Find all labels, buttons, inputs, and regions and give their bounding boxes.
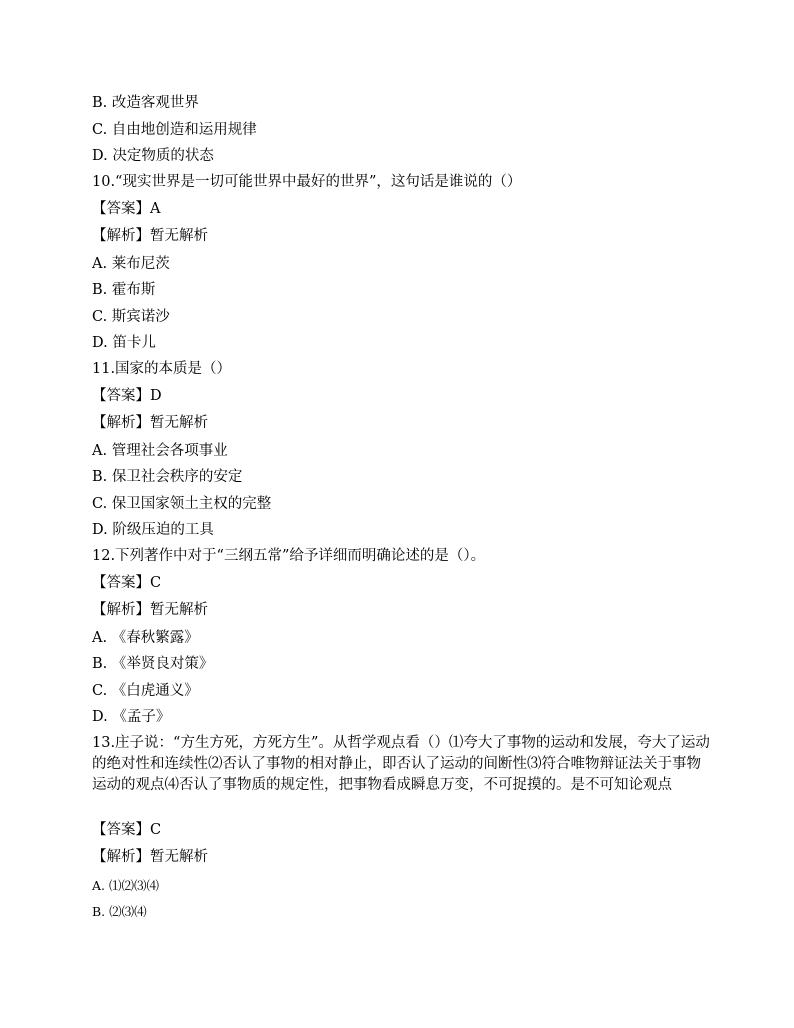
analysis-11: 【解析】暂无解析 [92, 415, 208, 431]
option-d: D. 决定物质的状态 [92, 148, 214, 164]
option-b: B. 霍布斯 [92, 282, 156, 298]
option-b: B. 《举贤良对策》 [92, 656, 214, 672]
option-b: B. ⑵⑶⑷ [92, 904, 147, 919]
option-a: A. 管理社会各项事业 [92, 443, 228, 459]
option-a: A. ⑴⑵⑶⑷ [92, 878, 159, 893]
option-c: C. 《白虎通义》 [92, 683, 199, 699]
analysis-13: 【解析】暂无解析 [92, 849, 208, 865]
option-d: D. 《孟子》 [92, 709, 171, 725]
answer-13: 【答案】C [92, 822, 162, 838]
analysis-10: 【解析】暂无解析 [92, 228, 208, 244]
answer-10: 【答案】A [92, 201, 161, 217]
option-a: A. 《春秋繁露》 [92, 630, 199, 646]
option-d: D. 笛卡儿 [92, 335, 156, 351]
question-13: 13.庄子说：“方生方死，方死方生”。从哲学观点看（）⑴夸大了事物的运动和发展，夸大了运动的绝对性和连续性⑵否认了事物的相对静止，即否认了运动的间断性⑶符合唯物辩证法关于事物运动的观点⑷否认了事物质的规定性，把事物看成瞬息万变，不可捉摸的。是不可知论观点 [92, 735, 710, 793]
option-c: C. 保卫国家领土主权的完整 [92, 496, 272, 512]
option-a: A. 莱布尼茨 [92, 256, 170, 272]
analysis-12: 【解析】暂无解析 [92, 602, 208, 618]
answer-11: 【答案】D [92, 388, 162, 404]
answer-12: 【答案】C [92, 575, 162, 591]
option-d: D. 阶级压迫的工具 [92, 522, 214, 538]
option-b: B. 保卫社会秩序的安定 [92, 469, 243, 485]
option-c: C. 斯宾诺沙 [92, 309, 170, 325]
option-c: C. 自由地创造和运用规律 [92, 122, 257, 138]
option-b: B. 改造客观世界 [92, 95, 199, 111]
question-11: 11.国家的本质是（） [92, 361, 232, 377]
question-10: 10.“现实世界是一切可能世界中最好的世界”，这句话是谁说的（） [92, 174, 522, 190]
question-12: 12.下列著作中对于“三纲五常”给予详细而明确论述的是（）。 [92, 548, 486, 564]
